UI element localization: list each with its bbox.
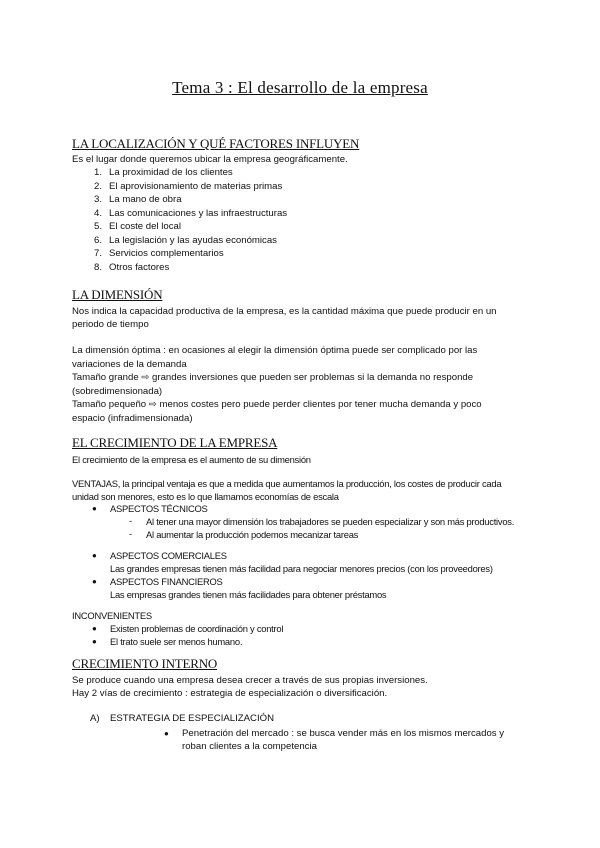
list-item: Las comunicaciones y las infraestructuras — [109, 207, 288, 219]
bullet-icon: ● — [92, 624, 97, 633]
tecnicos-item: Al aumentar la producción podemos mecanizar tareas — [146, 529, 359, 540]
bullet-icon: ● — [92, 504, 97, 513]
especializacion-item-line: roban clientes a la competencia — [182, 741, 317, 752]
crecimiento-intro: El crecimiento de la empresa es el aumento de su dimensión — [72, 454, 311, 465]
inconvenientes-label: INCONVENIENTES — [72, 610, 152, 621]
list-number: 3. — [93, 194, 102, 205]
list-marker-a: A) — [90, 713, 100, 724]
heading-crecimiento-interno: CRECIMIENTO INTERNO — [72, 656, 218, 671]
especializacion-label: ESTRATEGIA DE ESPECIALIZACIÓN — [110, 713, 275, 724]
list-number: 2. — [93, 180, 102, 192]
document-title: Tema 3 : El desarrollo de la empresa — [172, 78, 428, 97]
list-item: La mano de obra — [109, 194, 182, 205]
financieros-text: Las empresas grandes tienen más facilidades para obtener préstamos — [110, 589, 387, 600]
list-number: 6. — [93, 234, 102, 246]
list-number: 4. — [93, 207, 102, 219]
dimension-optima-line: variaciones de la demanda — [72, 358, 187, 370]
bullet-icon: ● — [164, 729, 169, 738]
bullet-icon: ● — [92, 637, 97, 646]
bullet-icon: ● — [92, 551, 97, 560]
list-item: Servicios complementarios — [109, 248, 224, 259]
dash-marker: - — [129, 529, 133, 540]
dash-marker: - — [129, 516, 133, 527]
inconvenientes-item: Existen problemas de coordinación y control — [110, 623, 284, 634]
list-item: Otros factores — [109, 261, 170, 273]
heading-dimension: LA DIMENSIÓN — [72, 287, 163, 302]
comerciales-text: Las grandes empresas tienen más facilidad para negociar menores precios (con los proveedores) — [110, 563, 493, 574]
inconvenientes-item: El trato suele ser menos humano. — [110, 636, 243, 647]
list-item: El aprovisionamiento de materias primas — [109, 180, 283, 192]
dimension-optima-line: (sobredimensionada) — [72, 385, 163, 397]
heading-localizacion: LA LOCALIZACIÓN Y QUÉ FACTORES INFLUYEN — [72, 136, 360, 151]
list-item: El coste del local — [109, 221, 181, 232]
ventajas-line: unidad son menores, esto es lo que llamamos economías de escala — [72, 491, 339, 502]
ventajas-line: VENTAJAS, la principal ventaja es que a medida que aumentamos la producción, los costes de producir cada — [72, 478, 502, 489]
dimension-optima-line: Tamaño grande ⇨ grandes inversiones que pueden ser problemas si la demanda no responde — [72, 372, 474, 383]
list-number: 1. — [93, 167, 102, 178]
especializacion-item-line: Penetración del mercado : se busca vender más en los mismos mercados y — [182, 728, 505, 739]
dimension-paragraph-line: Nos indica la capacidad productiva de la empresa, es la cantidad máxima que puede producir en un — [72, 306, 497, 317]
heading-crecimiento: EL CRECIMIENTO DE LA EMPRESA — [72, 435, 278, 450]
list-item: La proximidad de los clientes — [109, 167, 233, 178]
dimension-optima-line: espacio (infradimensionada) — [72, 412, 193, 424]
tecnicos-item: Al tener una mayor dimensión los trabajadores se pueden especializar y son más productivos. — [146, 516, 515, 527]
list-number: 5. — [93, 221, 102, 232]
comerciales-label: ASPECTOS COMERCIALES — [110, 550, 227, 561]
dimension-paragraph-line: periodo de tiempo — [72, 319, 149, 330]
list-number: 8. — [93, 261, 102, 273]
tecnicos-label: ASPECTOS TÉCNICOS — [110, 503, 208, 514]
list-item: La legislación y las ayudas económicas — [109, 234, 277, 246]
localizacion-intro: Es el lugar donde queremos ubicar la empresa geográficamente. — [72, 154, 348, 165]
list-number: 7. — [93, 248, 102, 259]
interno-paragraph: Hay 2 vías de crecimiento : estrategia de especialización o diversificación. — [72, 688, 388, 699]
bullet-icon: ● — [92, 577, 97, 586]
dimension-optima-line: La dimensión óptima : en ocasiones al elegir la dimensión óptima puede ser complicado por las — [72, 345, 478, 356]
dimension-optima-line: Tamaño pequeño ⇨ menos costes pero puede perder clientes por tener mucha demanda y poco — [72, 399, 482, 410]
interno-paragraph: Se produce cuando una empresa desea crecer a través de sus propias inversiones. — [72, 675, 428, 686]
financieros-label: ASPECTOS FINANCIEROS — [110, 576, 223, 587]
